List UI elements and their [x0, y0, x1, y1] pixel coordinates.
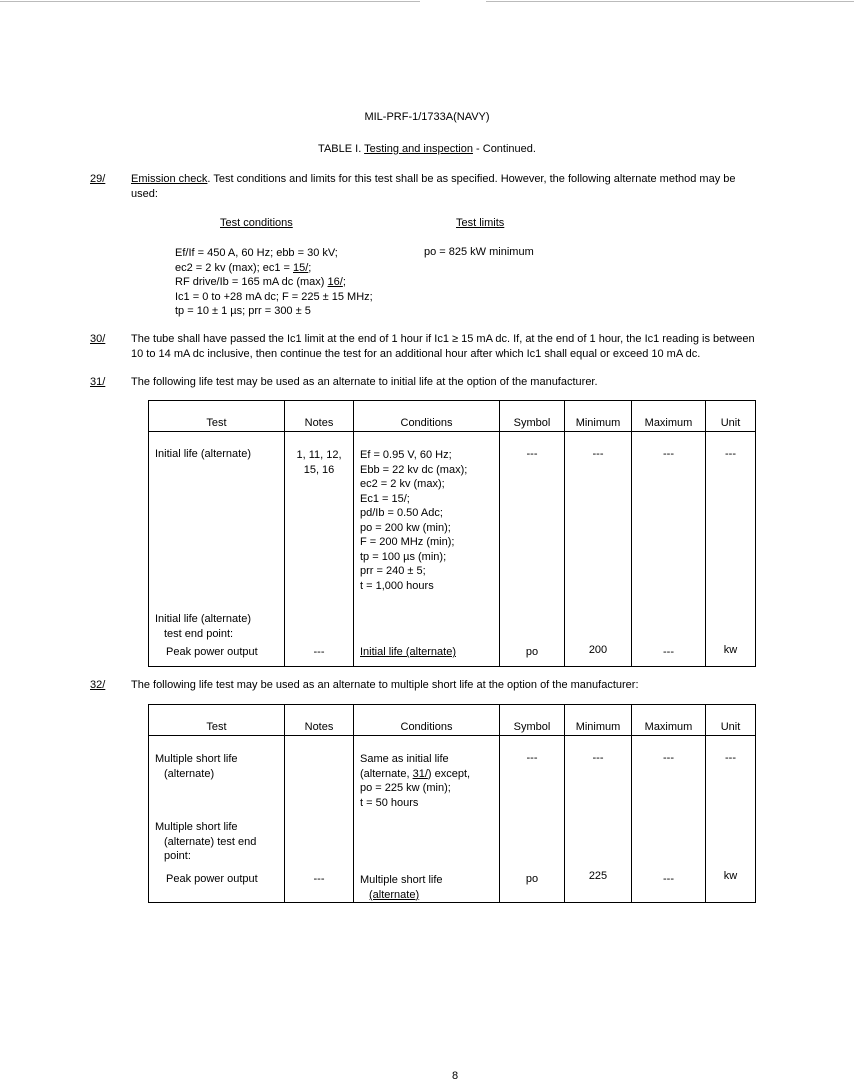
condition-line: prr = 240 ± 5; — [360, 565, 426, 577]
table-title — [0, 143, 854, 155]
cell-test: Initial life (alternate) — [149, 432, 285, 599]
cell-test — [149, 814, 285, 865]
scan-edge-line — [0, 1, 420, 2]
test-limits-heading: Test limits — [456, 217, 505, 229]
condition-line: po = 200 kw (min); — [360, 521, 451, 534]
table-row — [149, 432, 756, 599]
condition-line: Ebb = 22 kv dc (max); — [360, 463, 468, 476]
header-maximum: Maximum — [632, 401, 706, 432]
condition-ref: 15/ — [293, 261, 309, 274]
footnote-29-line2: used: — [131, 188, 158, 200]
footnote-29-line1 — [131, 173, 736, 185]
page-number: 8 — [451, 1070, 459, 1082]
condition-line: Ef = 0.95 V, 60 Hz; — [360, 449, 452, 461]
alternate-multiple-short-life-table — [148, 704, 756, 903]
cell-symbol: --- — [500, 432, 565, 599]
header-conditions: Conditions — [354, 401, 500, 432]
footnote-30-line2: 10 to 14 mA dc inclusive, then continue the test for an additional hour after which Ic1 shall equal or exceed 10 mA dc. — [131, 348, 701, 360]
header-conditions: Conditions — [354, 705, 500, 736]
cell-minimum: --- — [565, 736, 632, 815]
cell-unit: kw — [706, 642, 756, 667]
footnote-32-text: The following life test may be used as an alternate to multiple short life at the option of the manufacturer: — [131, 679, 639, 691]
condition-line: ec2 = 2 kv (max); — [360, 478, 445, 490]
condition-text: ) except, — [427, 767, 471, 780]
condition-line: (alternate) — [369, 888, 420, 901]
test-line: (alternate) — [164, 767, 215, 780]
test-limit: po = 825 kW minimum — [424, 246, 534, 258]
footnote-31-text: The following life test may be used as an alternate to initial life at the option of the manufacturer. — [131, 376, 598, 388]
condition-line: Same as initial life — [360, 753, 449, 765]
header-unit: Unit — [706, 705, 756, 736]
cell-notes: --- — [285, 642, 354, 667]
cell-unit: --- — [706, 736, 756, 815]
cell-conditions: Initial life (alternate) — [354, 642, 500, 667]
notes-line: 1, 11, 12, — [296, 449, 342, 461]
table-row — [149, 598, 756, 642]
header-notes: Notes — [285, 401, 354, 432]
header-test: Test — [149, 401, 285, 432]
condition-tail: ; — [342, 276, 346, 288]
cell-maximum: --- — [632, 642, 706, 667]
test-conditions-heading: Test conditions — [220, 217, 293, 229]
cell-maximum: --- — [632, 432, 706, 599]
cell-test — [149, 736, 285, 815]
footnote-29-number: 29/ — [90, 173, 106, 185]
condition-line: po = 225 kw (min); — [360, 782, 451, 794]
test-conditions-list — [175, 246, 373, 319]
table-row — [149, 865, 756, 903]
cell-symbol: --- — [500, 736, 565, 815]
header-symbol: Symbol — [500, 401, 565, 432]
condition-line: Multiple short life — [360, 874, 443, 886]
emission-check-title: Emission check — [131, 173, 208, 185]
header-symbol: Symbol — [500, 705, 565, 736]
cell-symbol: po — [500, 642, 565, 667]
condition-ref: 16/ — [327, 276, 343, 288]
condition-text: (alternate, — [360, 767, 413, 780]
condition-line: F = 200 MHz (min); — [360, 536, 455, 548]
table-header-row — [149, 705, 756, 736]
condition-line: t = 1,000 hours — [360, 579, 434, 592]
footnote-30-line1: The tube shall have passed the Ic1 limit at the end of 1 hour if Ic1 ≥ 15 mA dc. If, at the end of 1 hour, the Ic1 reading is between — [131, 333, 755, 345]
condition-line: Ef/If = 450 A, 60 Hz; ebb = 30 kV; — [175, 247, 338, 259]
condition-line — [175, 261, 373, 276]
condition-line: pd/Ib = 0.50 Adc; — [360, 507, 443, 519]
table-row — [149, 736, 756, 815]
cell-symbol: po — [500, 865, 565, 903]
cell-test — [149, 598, 285, 642]
test-line: (alternate) test end — [164, 835, 257, 848]
header-minimum: Minimum — [565, 705, 632, 736]
table-row — [149, 814, 756, 865]
condition-text: RF drive/Ib = 165 mA dc (max) — [175, 276, 328, 288]
table-header-row — [149, 401, 756, 432]
condition-line — [175, 275, 373, 290]
header-maximum: Maximum — [632, 705, 706, 736]
test-line: test end point: — [164, 627, 234, 640]
test-line: point: — [164, 850, 191, 862]
test-line: Initial life (alternate) — [155, 613, 251, 625]
cell-test: Peak power output — [149, 642, 285, 667]
condition-text: ec2 = 2 kv (max); ec1 = — [175, 261, 293, 274]
header-notes: Notes — [285, 705, 354, 736]
test-line: Multiple short life — [155, 753, 238, 765]
cell-notes: --- — [285, 865, 354, 903]
header-test: Test — [149, 705, 285, 736]
header-unit: Unit — [706, 401, 756, 432]
test-line: Multiple short life — [155, 821, 238, 833]
table-title-underlined: Testing and inspection — [364, 143, 473, 155]
header-minimum: Minimum — [565, 401, 632, 432]
cell-minimum: 200 — [565, 642, 632, 667]
condition-ref: 31/ — [412, 767, 428, 780]
condition-line: Ec1 = 15/; — [360, 492, 410, 505]
cell-unit: kw — [706, 865, 756, 903]
condition-line: tp = 10 ± 1 µs; prr = 300 ± 5 — [175, 305, 311, 317]
cell-conditions — [354, 432, 500, 599]
condition-line — [360, 767, 493, 782]
notes-line: 15, 16 — [303, 463, 335, 476]
condition-line: Ic1 = 0 to +28 mA dc; F = 225 ± 15 MHz; — [175, 290, 373, 303]
cell-test: Peak power output — [149, 865, 285, 903]
condition-line: t = 50 hours — [360, 796, 419, 809]
table-row — [149, 642, 756, 667]
cell-minimum: 225 — [565, 865, 632, 903]
cell-maximum: --- — [632, 865, 706, 903]
footnote-32-number: 32/ — [90, 679, 106, 691]
cell-maximum: --- — [632, 736, 706, 815]
cell-unit: --- — [706, 432, 756, 599]
cell-conditions — [354, 736, 500, 815]
condition-tail: ; — [308, 261, 312, 274]
table-title-suffix: - Continued. — [472, 143, 536, 155]
footnote-29-text: . Test conditions and limits for this test shall be as specified. However, the following alternate method may be — [207, 173, 736, 185]
footnote-30-number: 30/ — [90, 333, 106, 345]
cell-minimum: --- — [565, 432, 632, 599]
document-id: MIL-PRF-1/1733A(NAVY) — [364, 111, 490, 123]
alternate-initial-life-table — [148, 400, 756, 667]
scan-edge-line — [486, 1, 854, 2]
footnote-31-number: 31/ — [90, 376, 106, 388]
cell-notes — [285, 432, 354, 599]
table-title-prefix: TABLE I. — [318, 143, 365, 155]
condition-line: tp = 100 µs (min); — [360, 550, 447, 563]
cell-conditions — [354, 865, 500, 903]
